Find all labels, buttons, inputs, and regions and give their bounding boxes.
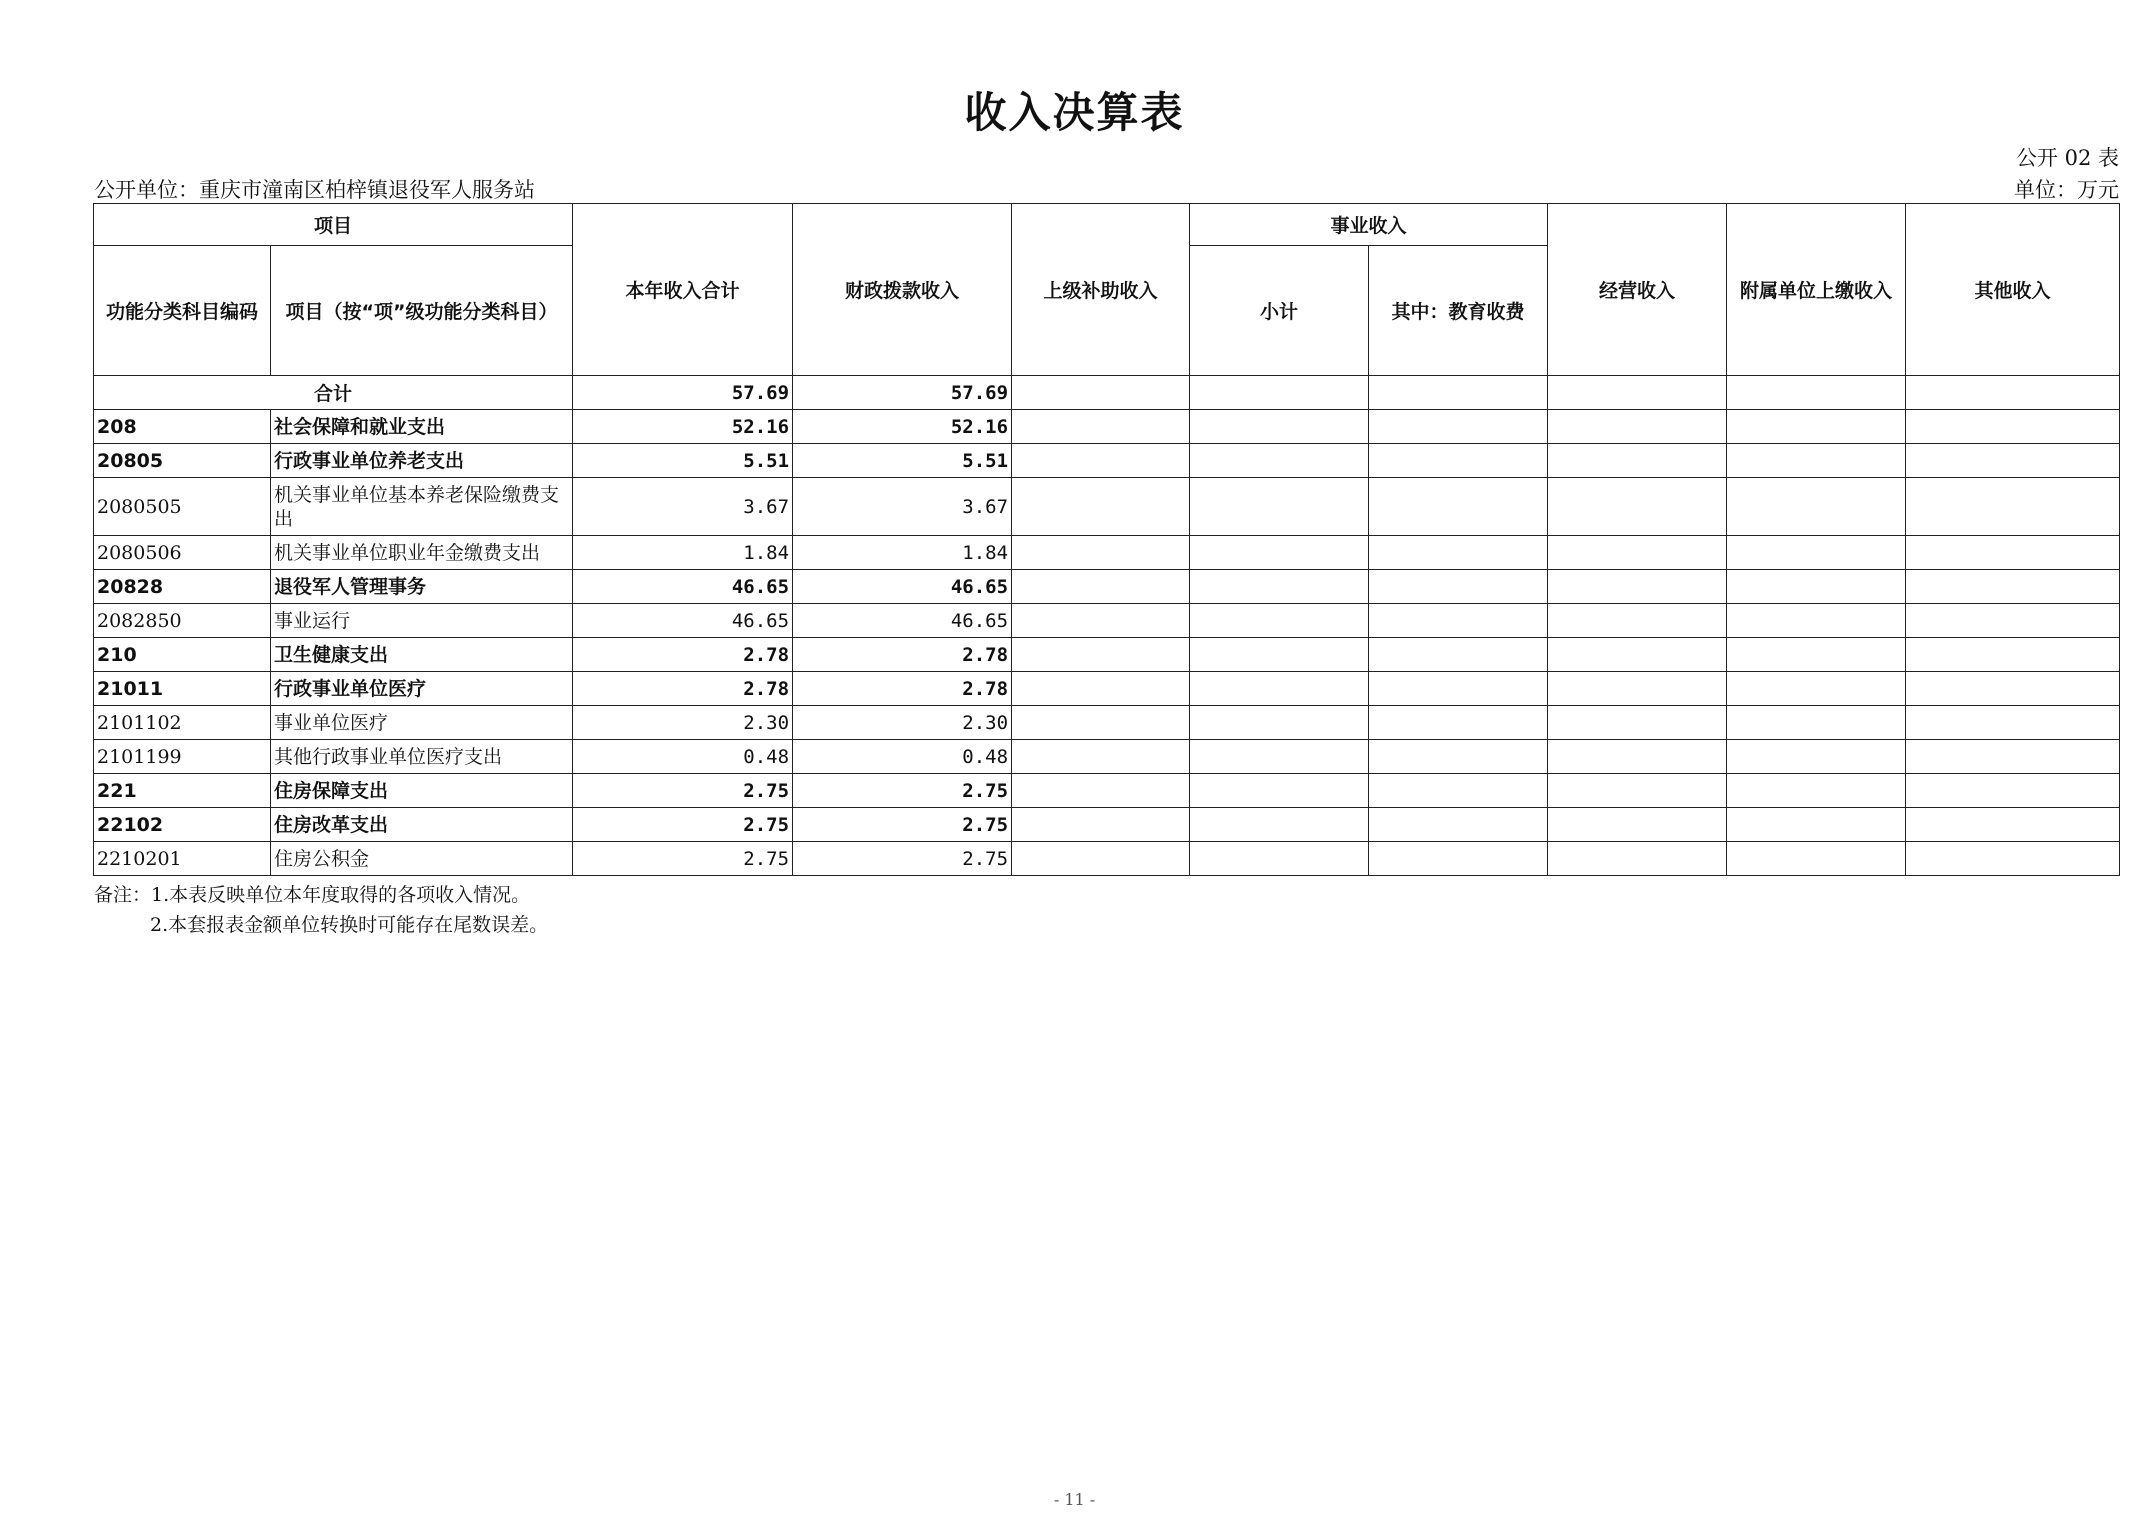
row-fiscal: 3.67: [793, 478, 1012, 536]
page-title: 收入决算表: [964, 88, 1185, 137]
empty-cell: [1548, 740, 1727, 774]
empty-cell: [1012, 410, 1190, 444]
header-education: 其中：教育收费: [1369, 246, 1548, 376]
empty-cell: [1727, 570, 1906, 604]
row-name: 机关事业单位职业年金缴费支出: [271, 536, 573, 570]
income-table: [93, 203, 2120, 876]
row-name: 事业运行: [271, 604, 573, 638]
empty-cell: [1727, 638, 1906, 672]
empty-cell: [1369, 570, 1548, 604]
notes: [94, 880, 548, 940]
empty-cell: [1548, 774, 1727, 808]
page-number: - 11 -: [1053, 1490, 1096, 1509]
empty-cell: [1190, 410, 1369, 444]
empty-cell: [1906, 740, 2120, 774]
table-row: [94, 842, 2120, 876]
row-fiscal: 46.65: [793, 570, 1012, 604]
note-2: 2.本套报表金额单位转换时可能存在尾数误差。: [150, 914, 549, 936]
empty-cell: [1190, 706, 1369, 740]
empty-cell: [1548, 444, 1727, 478]
empty-cell: [1190, 842, 1369, 876]
row-code: 208: [94, 410, 271, 444]
empty-cell: [1012, 808, 1190, 842]
table-row: [94, 444, 2120, 478]
row-total-income: 3.67: [573, 478, 793, 536]
empty-cell: [1012, 706, 1190, 740]
header-total-income: 本年收入合计: [573, 204, 793, 376]
row-fiscal: 46.65: [793, 604, 1012, 638]
empty-cell: [1906, 842, 2120, 876]
row-total-income: 46.65: [573, 604, 793, 638]
table-row: [94, 774, 2120, 808]
empty-cell: [1369, 536, 1548, 570]
header-subtotal: 小计: [1190, 246, 1369, 376]
empty-cell: [1548, 478, 1727, 536]
empty-cell: [1369, 478, 1548, 536]
row-total-income: 2.75: [573, 774, 793, 808]
total-row: [94, 376, 2120, 410]
row-total-income: 2.78: [573, 672, 793, 706]
empty-cell: [1369, 740, 1548, 774]
row-code: 20805: [94, 444, 271, 478]
table-row: [94, 740, 2120, 774]
header-other: 其他收入: [1906, 204, 2120, 376]
empty-cell: [1727, 672, 1906, 706]
empty-cell: [1012, 536, 1190, 570]
empty-cell: [1190, 478, 1369, 536]
header-row-1: [94, 204, 2120, 246]
empty-cell: [1906, 604, 2120, 638]
empty-cell: [1727, 740, 1906, 774]
empty-cell: [1548, 842, 1727, 876]
empty-cell: [1906, 808, 2120, 842]
empty-cell: [1012, 740, 1190, 774]
empty-cell: [1548, 604, 1727, 638]
row-fiscal: 5.51: [793, 444, 1012, 478]
row-code: 210: [94, 638, 271, 672]
empty-cell: [1190, 740, 1369, 774]
empty-cell: [1906, 706, 2120, 740]
empty-cell: [1190, 570, 1369, 604]
empty-cell: [1727, 604, 1906, 638]
empty-cell: [1727, 410, 1906, 444]
empty-cell: [1906, 672, 2120, 706]
row-code: 2082850: [94, 604, 271, 638]
row-name: 住房公积金: [271, 842, 573, 876]
row-code: 22102: [94, 808, 271, 842]
empty-cell: [1369, 842, 1548, 876]
empty-cell: [1012, 672, 1190, 706]
row-name: 行政事业单位养老支出: [271, 444, 573, 478]
empty-cell: [1548, 706, 1727, 740]
empty-cell: [1369, 774, 1548, 808]
header-func-code: 功能分类科目编码: [94, 246, 271, 376]
total-income-value: 57.69: [573, 376, 793, 410]
table-row: [94, 478, 2120, 536]
empty-cell: [1012, 570, 1190, 604]
total-label: 合计: [94, 376, 573, 410]
empty-cell: [1190, 808, 1369, 842]
row-total-income: 1.84: [573, 536, 793, 570]
row-code: 221: [94, 774, 271, 808]
empty-cell: [1727, 444, 1906, 478]
empty-cell: [1906, 536, 2120, 570]
table-row: [94, 536, 2120, 570]
row-total-income: 2.30: [573, 706, 793, 740]
reporting-unit: 公开单位：重庆市潼南区柏梓镇退役军人服务站: [94, 178, 535, 202]
header-business: 事业收入: [1190, 204, 1548, 246]
unit-line: [94, 174, 2119, 202]
empty-cell: [1190, 604, 1369, 638]
row-total-income: 2.75: [573, 842, 793, 876]
empty-cell: [1012, 478, 1190, 536]
empty-cell: [1190, 444, 1369, 478]
empty-cell: [1548, 638, 1727, 672]
empty-cell: [1906, 478, 2120, 536]
row-fiscal: 2.78: [793, 672, 1012, 706]
empty-cell: [1190, 638, 1369, 672]
empty-cell: [1369, 604, 1548, 638]
header-func-name: 项目（按“项”级功能分类科目）: [271, 246, 573, 376]
table-row: [94, 410, 2120, 444]
empty-cell: [1548, 672, 1727, 706]
empty-cell: [1548, 808, 1727, 842]
row-code: 20828: [94, 570, 271, 604]
form-number: 公开 02 表: [2015, 146, 2119, 170]
row-total-income: 2.75: [573, 808, 793, 842]
row-name: 住房改革支出: [271, 808, 573, 842]
empty-cell: [1369, 410, 1548, 444]
empty-cell: [1369, 808, 1548, 842]
empty-cell: [1548, 410, 1727, 444]
empty-cell: [1012, 604, 1190, 638]
table-row: [94, 706, 2120, 740]
row-name: 卫生健康支出: [271, 638, 573, 672]
row-fiscal: 2.78: [793, 638, 1012, 672]
table-body: [94, 376, 2120, 876]
currency-unit: 单位：万元: [2014, 178, 2119, 202]
row-total-income: 52.16: [573, 410, 793, 444]
note-1: 备注：1.本表反映单位本年度取得的各项收入情况。: [94, 884, 531, 906]
row-total-income: 5.51: [573, 444, 793, 478]
empty-cell: [1906, 638, 2120, 672]
row-fiscal: 2.75: [793, 842, 1012, 876]
empty-cell: [1906, 774, 2120, 808]
empty-cell: [1190, 672, 1369, 706]
empty-cell: [1548, 570, 1727, 604]
header-superior: 上级补助收入: [1012, 204, 1190, 376]
header-affiliated: 附属单位上缴收入: [1727, 204, 1906, 376]
empty-cell: [1190, 536, 1369, 570]
empty-cell: [1727, 478, 1906, 536]
row-name: 其他行政事业单位医疗支出: [271, 740, 573, 774]
row-total-income: 46.65: [573, 570, 793, 604]
row-fiscal: 0.48: [793, 740, 1012, 774]
row-code: 2210201: [94, 842, 271, 876]
row-code: 2080505: [94, 478, 271, 536]
row-fiscal: 2.30: [793, 706, 1012, 740]
empty-cell: [1906, 444, 2120, 478]
empty-cell: [1727, 706, 1906, 740]
row-code: 2080506: [94, 536, 271, 570]
row-name: 事业单位医疗: [271, 706, 573, 740]
empty-cell: [1369, 672, 1548, 706]
row-name: 社会保障和就业支出: [271, 410, 573, 444]
row-total-income: 2.78: [573, 638, 793, 672]
empty-cell: [1906, 570, 2120, 604]
empty-cell: [1548, 536, 1727, 570]
row-name: 机关事业单位基本养老保险缴费支出: [271, 478, 573, 536]
header-item: 项目: [94, 204, 573, 246]
header-operating: 经营收入: [1548, 204, 1727, 376]
header-fiscal: 财政拨款收入: [793, 204, 1012, 376]
row-name: 住房保障支出: [271, 774, 573, 808]
row-fiscal: 52.16: [793, 410, 1012, 444]
empty-cell: [1190, 774, 1369, 808]
empty-cell: [1727, 536, 1906, 570]
empty-cell: [1012, 444, 1190, 478]
row-code: 2101102: [94, 706, 271, 740]
table-row: [94, 604, 2120, 638]
total-fiscal-value: 57.69: [793, 376, 1012, 410]
row-fiscal: 2.75: [793, 774, 1012, 808]
table-row: [94, 638, 2120, 672]
empty-cell: [1906, 410, 2120, 444]
row-code: 21011: [94, 672, 271, 706]
row-fiscal: 1.84: [793, 536, 1012, 570]
empty-cell: [1369, 638, 1548, 672]
empty-cell: [1012, 774, 1190, 808]
row-fiscal: 2.75: [793, 808, 1012, 842]
row-total-income: 0.48: [573, 740, 793, 774]
empty-cell: [1369, 444, 1548, 478]
empty-cell: [1012, 842, 1190, 876]
row-code: 2101199: [94, 740, 271, 774]
row-name: 行政事业单位医疗: [271, 672, 573, 706]
empty-cell: [1012, 638, 1190, 672]
table-row: [94, 672, 2120, 706]
empty-cell: [1727, 808, 1906, 842]
empty-cell: [1369, 706, 1548, 740]
empty-cell: [1727, 842, 1906, 876]
row-name: 退役军人管理事务: [271, 570, 573, 604]
table-row: [94, 570, 2120, 604]
empty-cell: [1727, 774, 1906, 808]
table-row: [94, 808, 2120, 842]
